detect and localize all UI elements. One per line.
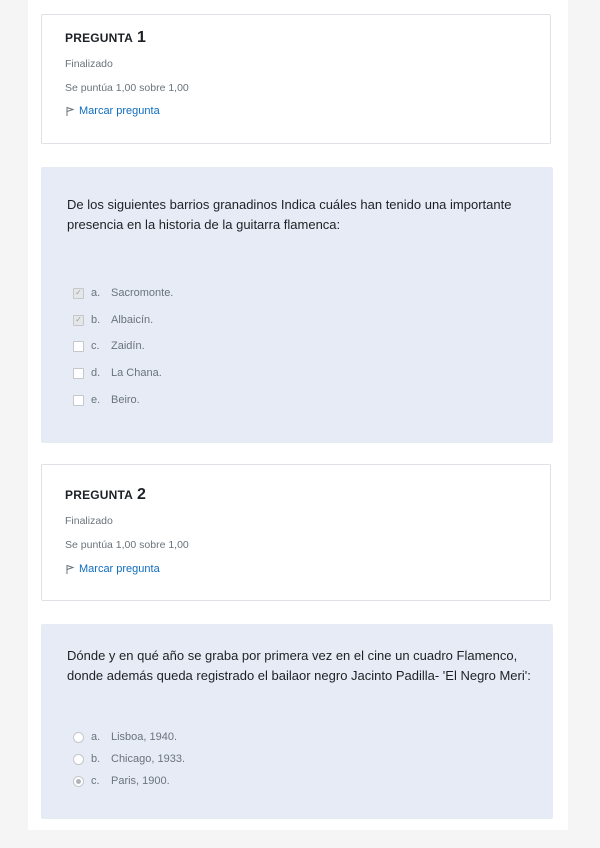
flag-question-label: Marcar pregunta <box>79 105 160 117</box>
option-text: Paris, 1900. <box>111 775 170 787</box>
question-text: Dónde y en qué año se graba por primera vez en el cine un cuadro Flamenco, donde además queda registrado el bailaor negro Jacinto Padilla- 'El Negro Meri': <box>67 648 531 683</box>
question-score: Se puntúa 1,00 sobre 1,00 <box>65 82 189 94</box>
checkbox-checked-icon[interactable]: ✓ <box>73 315 84 326</box>
question-formulation-2 <box>41 624 553 819</box>
option-text: Sacromonte. <box>111 287 174 299</box>
question-info-2 <box>41 464 551 601</box>
option-letter: b. <box>91 753 101 765</box>
option-letter: a. <box>91 287 101 299</box>
radio-selected-icon[interactable] <box>73 776 84 787</box>
answer-option[interactable] <box>73 287 173 299</box>
checkbox-unchecked-icon[interactable] <box>73 368 84 379</box>
flag-question-link[interactable] <box>65 563 160 575</box>
question-formulation-1 <box>41 167 553 443</box>
option-text: Zaidín. <box>111 340 145 352</box>
question-score: Se puntúa 1,00 sobre 1,00 <box>65 539 189 551</box>
flag-question-link[interactable] <box>65 105 160 117</box>
answer-option[interactable] <box>73 775 170 787</box>
flag-icon <box>65 106 75 116</box>
question-status: Finalizado <box>65 58 113 70</box>
question-heading <box>65 486 146 504</box>
option-text: Beiro. <box>111 394 140 406</box>
radio-unselected-icon[interactable] <box>73 754 84 765</box>
answer-option[interactable] <box>73 731 177 743</box>
checkbox-unchecked-icon[interactable] <box>73 341 84 352</box>
option-letter: b. <box>91 314 101 326</box>
question-text: De los siguientes barrios granadinos Indica cuáles han tenido una importante presencia en la historia de la guitarra flamenca: <box>67 197 512 232</box>
question-number: 2 <box>137 486 147 503</box>
checkbox-unchecked-icon[interactable] <box>73 395 84 406</box>
question-heading <box>65 29 146 47</box>
answer-option[interactable] <box>73 314 153 326</box>
answer-option[interactable] <box>73 340 145 352</box>
answer-option[interactable] <box>73 394 140 406</box>
option-text: Lisboa, 1940. <box>111 731 178 743</box>
question-label: PREGUNTA <box>65 488 134 502</box>
option-letter: d. <box>91 367 101 379</box>
question-status: Finalizado <box>65 515 113 527</box>
flag-question-label: Marcar pregunta <box>79 563 160 575</box>
checkbox-checked-icon[interactable]: ✓ <box>73 288 84 299</box>
option-text: La Chana. <box>111 367 162 379</box>
option-text: Albaicín. <box>111 314 154 326</box>
question-info-1 <box>41 14 551 144</box>
option-letter: c. <box>91 340 100 352</box>
option-letter: e. <box>91 394 101 406</box>
option-letter: a. <box>91 731 101 743</box>
option-letter: c. <box>91 775 100 787</box>
option-text: Chicago, 1933. <box>111 753 185 765</box>
answer-option[interactable] <box>73 367 162 379</box>
question-label: PREGUNTA <box>65 31 134 45</box>
question-number: 1 <box>137 29 147 46</box>
flag-icon <box>65 564 75 574</box>
radio-unselected-icon[interactable] <box>73 732 84 743</box>
answer-option[interactable] <box>73 753 185 765</box>
